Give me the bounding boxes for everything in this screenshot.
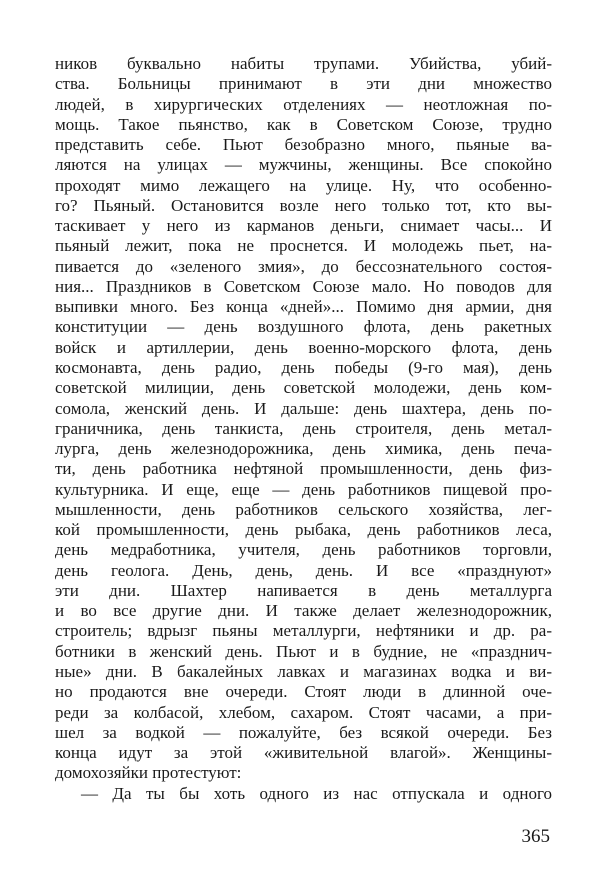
text-line: шел за водкой — пожалуйте, без всякой очереди. Без: [55, 722, 552, 742]
text-line: и во все другие дни. И также делает железнодорожник,: [55, 601, 552, 621]
text-line: конца идут за этой «живительной влагой». Женщины-: [55, 743, 552, 763]
text-line: мощь. Такое пьянство, как в Советском Союзе, трудно: [55, 114, 552, 134]
text-line: эти дни. Шахтер напивается в день металлурга: [55, 580, 552, 600]
text-line: людей, в хирургических отделениях — неотложная по-: [55, 94, 552, 114]
text-line: проходят мимо лежащего на улице. Ну, что особенно-: [55, 175, 552, 195]
text-line: пивается до «зеленого змия», до бессознательного состоя-: [55, 256, 552, 276]
text-line: ников буквально набиты трупами. Убийства, убий-: [55, 54, 552, 73]
text-line: — Да ты бы хоть одного из нас отпускала и одного: [81, 783, 552, 803]
text-line: культурника. И еще, еще — день работников пищевой про-: [55, 479, 552, 499]
text-line: ные» дни. В бакалейных лавках и магазинах водка и ви-: [55, 661, 552, 681]
text-line: день медработника, учителя, день работников торговли,: [55, 540, 552, 560]
page-number: 365: [521, 826, 550, 847]
text-line: советской милиции, день советской молодежи, день ком-: [55, 378, 552, 398]
text-line: космонавта, день радио, день победы (9-го мая), день: [55, 357, 552, 377]
text-line: пьяный лежит, пока не проснется. И молодежь пьет, на-: [55, 236, 552, 256]
text-line: выпивки много. Без конца «дней»... Помимо дня армии, дня: [55, 297, 552, 317]
text-line: ти, день работника нефтяной промышленности, день физ-: [55, 459, 552, 479]
text-line: конституции — день воздушного флота, день ракетных: [55, 317, 552, 337]
text-line: лурга, день железнодорожника, день химика, день печа-: [55, 439, 552, 459]
text-line: го? Пьяный. Остановится возле него только тот, кто вы-: [55, 195, 552, 215]
text-line: представить себе. Пьют безобразно много, пьяные ва-: [55, 135, 552, 155]
text-line: реди за колбасой, хлебом, сахаром. Стоят часами, а при-: [55, 702, 552, 722]
text-line: ляются на улицах — мужчины, женщины. Все спокойно: [55, 155, 552, 175]
text-line: граничника, день танкиста, день строителя, день метал-: [55, 418, 552, 438]
text-line: ботники в женский день. Пьют и в будние, не «празднич-: [55, 641, 552, 661]
text-line: день геолога. День, день, день. И все «празднуют»: [55, 560, 552, 580]
text-line: домохозяйки протестуют:: [55, 763, 242, 783]
text-line: таскивает у него из карманов деньги, снимает часы... И: [55, 216, 552, 236]
text-line: ния... Праздников в Советском Союзе мало. Но поводов для: [55, 276, 552, 296]
page-body-text: [55, 54, 552, 804]
text-line: строитель; вдрызг пьяны металлурги, нефтяники и др. ра-: [55, 621, 552, 641]
text-line: мышленности, день работников сельского хозяйства, лег-: [55, 499, 552, 519]
text-line: ства. Больницы принимают в эти дни множество: [55, 74, 552, 94]
text-line: сомола, женский день. И дальше: день шахтера, день по-: [55, 398, 552, 418]
text-line: войск и артиллерии, день военно-морского флота, день: [55, 337, 552, 357]
text-line: но продаются вне очереди. Стоят люди в длинной оче-: [55, 682, 552, 702]
text-line: кой промышленности, день рыбака, день работников леса,: [55, 520, 552, 540]
